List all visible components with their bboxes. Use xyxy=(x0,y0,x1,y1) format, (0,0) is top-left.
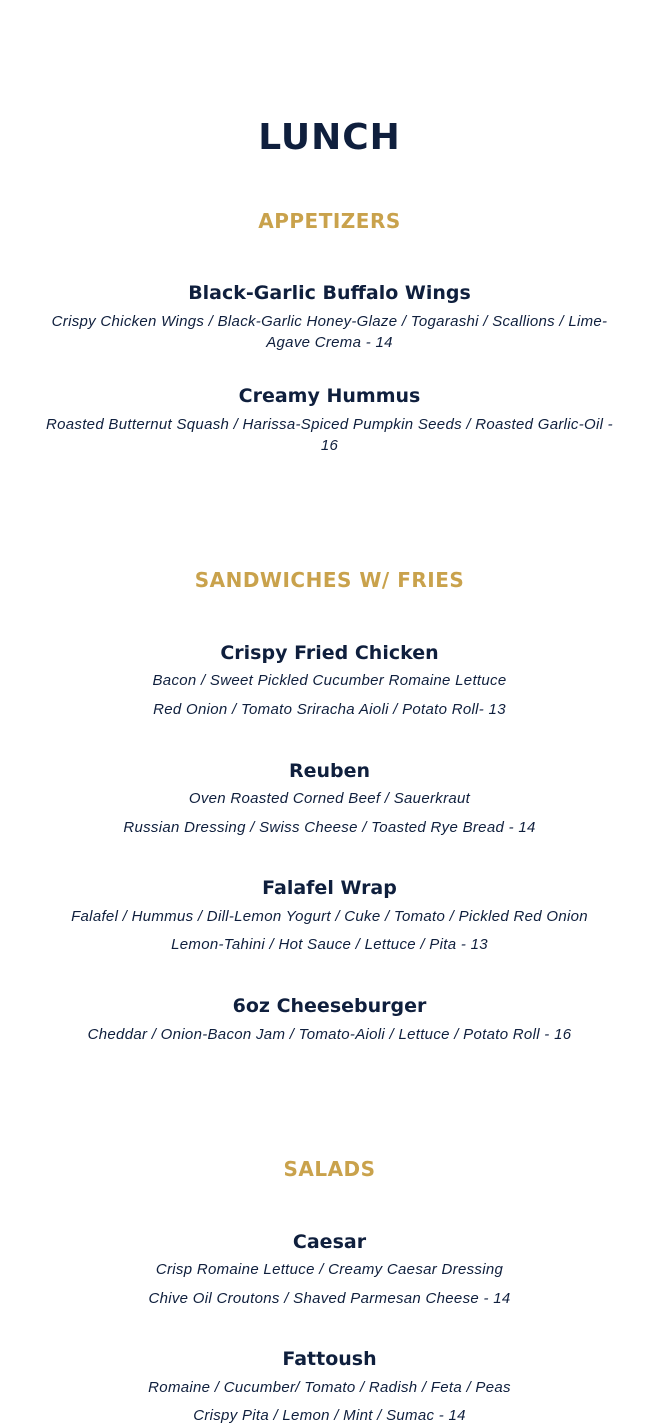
menu-item-name: Falafel Wrap xyxy=(262,877,397,899)
section-title-appetizers: APPETIZERS xyxy=(258,209,401,233)
menu-item-description: Crispy Chicken Wings / Black-Garlic Honey-Glaze / Togarashi / Scallions / Lime-Agave Crema - 14 xyxy=(51,313,608,351)
menu-item-description: Bacon / Sweet Pickled Cucumber Romaine Lettuce xyxy=(152,672,507,689)
menu-item-description: Cheddar / Onion-Bacon Jam / Tomato-Aioli / Lettuce / Potato Roll - 16 xyxy=(87,1026,572,1043)
menu-item-description: Crispy Pita / Lemon / Mint / Sumac - 14 xyxy=(193,1407,466,1424)
page-title: LUNCH xyxy=(258,117,401,158)
section-title-sandwiches: SANDWICHES W/ FRIES xyxy=(194,568,465,592)
menu-item-name: Black-Garlic Buffalo Wings xyxy=(188,282,471,304)
menu-item-name: Reuben xyxy=(288,760,371,782)
menu-item-name: 6oz Cheeseburger xyxy=(232,995,427,1017)
menu-item-description: Falafel / Hummus / Dill-Lemon Yogurt / Cuke / Tomato / Pickled Red Onion xyxy=(71,908,588,925)
menu-item-description: Crisp Romaine Lettuce / Creamy Caesar Dressing xyxy=(155,1261,504,1278)
section-title-salads: SALADS xyxy=(283,1157,376,1181)
menu-item-description: Romaine / Cucumber/ Tomato / Radish / Feta / Peas xyxy=(148,1379,511,1396)
menu-item-name: Crispy Fried Chicken xyxy=(220,642,439,664)
menu-item-description: Lemon-Tahini / Hot Sauce / Lettuce / Pita - 13 xyxy=(171,936,488,953)
menu-item-name: Creamy Hummus xyxy=(238,385,421,407)
menu-item-description: Red Onion / Tomato Sriracha Aioli / Potato Roll- 13 xyxy=(153,701,506,718)
menu-item-description: Oven Roasted Corned Beef / Sauerkraut xyxy=(188,790,471,807)
menu-item-name: Fattoush xyxy=(282,1348,377,1370)
menu-item-name: Caesar xyxy=(292,1231,367,1253)
menu-item-description: Russian Dressing / Swiss Cheese / Toasted Rye Bread - 14 xyxy=(123,819,536,836)
menu-item-description: Roasted Butternut Squash / Harissa-Spiced Pumpkin Seeds / Roasted Garlic-Oil - 16 xyxy=(46,416,613,454)
menu-item-description: Chive Oil Croutons / Shaved Parmesan Cheese - 14 xyxy=(148,1290,511,1307)
